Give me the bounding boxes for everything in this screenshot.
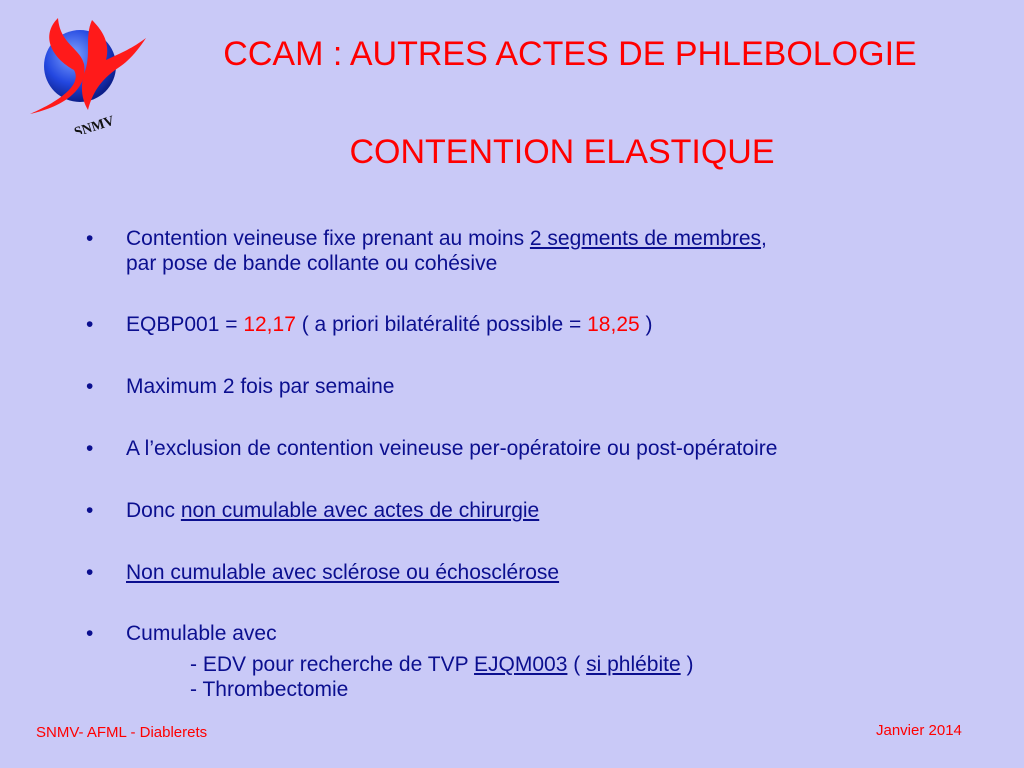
bullet-item: • EQBP001 = 12,17 ( a priori bilatéralité possible = 18,25 )	[86, 313, 653, 336]
bullet-list	[86, 226, 986, 702]
logo-text: SNMV	[72, 113, 117, 134]
bullet-item	[86, 560, 986, 585]
underlined-text: non cumulable avec actes de chirurgie	[180, 499, 540, 522]
bullet-dot: •	[86, 437, 94, 460]
act-code: EJQM003	[474, 653, 568, 676]
bullet-item: • Cumulable avec - EDV pour recherche de TVP EJQM003 ( si phlébite ) - Thrombectomie	[86, 621, 986, 702]
footer-left: SNMV- AFML - Diablerets	[36, 724, 208, 741]
tariff-value-bilateral: 18,25	[587, 313, 640, 336]
tariff-value: 12,17	[243, 313, 296, 336]
bullet-dot: •	[86, 622, 94, 645]
bullet-item: • A l’exclusion de contention veineuse per-opératoire ou post-opératoire	[86, 437, 778, 460]
bullet-dot: •	[86, 375, 94, 398]
slide-title: CCAM : AUTRES ACTES DE PHLEBOLOGIE	[223, 35, 917, 73]
slide-subtitle: CONTENTION ELASTIQUE	[349, 133, 775, 171]
underlined-text: si phlébite	[586, 653, 681, 676]
bullet-dot: •	[86, 561, 94, 584]
bullet-item: • Donc non cumulable avec actes de chirurgie	[86, 499, 540, 522]
underlined-text: Non cumulable avec sclérose ou échosclérose	[126, 561, 560, 584]
underlined-text: 2 segments de membres	[529, 227, 762, 250]
bullet-item: • Maximum 2 fois par semaine	[86, 375, 395, 398]
sub-item: - EDV pour recherche de TVP EJQM003 ( si phlébite )	[190, 653, 694, 676]
snmv-logo	[22, 14, 152, 134]
bullet-dot: •	[86, 313, 94, 336]
sub-item: - Thrombectomie	[190, 678, 349, 701]
bullet-item: • Contention veineuse fixe prenant au moins 2 segments de membres, par pose de bande collante ou cohésive	[86, 227, 767, 275]
bullet-dot: •	[86, 499, 94, 522]
bullet-dot: •	[86, 227, 94, 250]
footer-date: Janvier 2014	[876, 722, 962, 739]
